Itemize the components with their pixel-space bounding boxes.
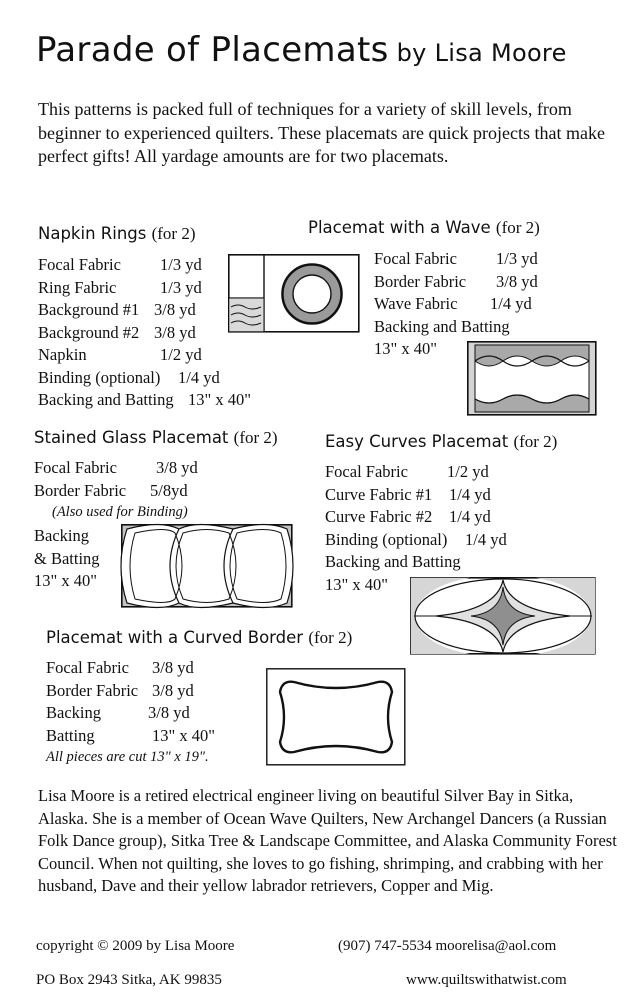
list-item: Border Fabric 3/8 yd — [46, 680, 194, 700]
binding-note: (Also used for Binding) — [52, 504, 188, 520]
list-item: Background #1 3/8 yd — [38, 300, 196, 319]
stained-glass-list — [34, 457, 254, 502]
list-item: Backing and Batting 13" x 40" — [38, 390, 251, 409]
wave-title — [308, 218, 540, 238]
list-item: Focal Fabric 1/3 yd — [374, 249, 538, 268]
page-title — [36, 30, 567, 70]
list-item: Border Fabric 5/8yd — [34, 480, 188, 500]
napkin-rings-diagram — [228, 254, 360, 334]
stained-glass-heading: Stained Glass Placemat — [34, 428, 229, 447]
list-item: Border Fabric 3/8 yd — [374, 271, 538, 291]
easy-curves-list — [325, 461, 555, 596]
list-item: Binding (optional) 1/4 yd — [38, 367, 220, 387]
intro-paragraph: This patterns is packed full of techniques for a variety of skill levels, from beginner to experienced quilters. These placemats are quick projects that make perfect gifts! All yardage amounts are for two placemats. — [38, 99, 605, 166]
list-item: Focal Fabric 1/3 yd — [38, 255, 202, 274]
list-item: Backing and Batting — [325, 552, 461, 571]
list-item: Focal Fabric 3/8 yd — [34, 458, 198, 477]
napkin-rings-heading: Napkin Rings — [38, 224, 147, 243]
list-item: Curve Fabric #1 1/4 yd — [325, 484, 491, 504]
list-item: Focal Fabric 1/2 yd — [325, 462, 489, 481]
stained-glass-note: (for 2) — [233, 428, 278, 447]
curved-border-title — [46, 628, 352, 648]
list-item: Wave Fabric 1/4 yd — [374, 294, 532, 313]
easy-curves-diagram — [410, 577, 596, 655]
wave-placemat-diagram — [467, 341, 597, 416]
curved-border-heading: Placemat with a Curved Border — [46, 628, 304, 647]
wave-heading: Placemat with a Wave — [308, 218, 491, 237]
easy-curves-heading: Easy Curves Placemat — [325, 432, 509, 451]
easy-curves-note: (for 2) — [513, 432, 558, 451]
list-item: Backing 3/8 yd — [46, 703, 190, 722]
easy-curves-title — [325, 432, 557, 452]
cut-size-note: All pieces are cut 13" x 19". — [46, 749, 209, 765]
contact-phone-email: (907) 747-5534 moorelisa@aol.com — [338, 938, 557, 954]
list-item: Focal Fabric 3/8 yd — [46, 658, 194, 677]
list-item: 13" x 40" — [325, 574, 388, 594]
list-item: Backing and Batting — [374, 316, 510, 336]
wave-note: (for 2) — [495, 218, 540, 237]
curved-border-note: (for 2) — [308, 628, 353, 647]
stained-glass-title — [34, 428, 278, 448]
curved-border-diagram — [266, 668, 406, 766]
stained-glass-diagram — [121, 524, 293, 608]
title-text: Parade of Placemats — [36, 30, 389, 70]
list-item: Ring Fabric 1/3 yd — [38, 277, 202, 297]
stained-glass-backing: Backing & Batting 13" x 40" — [34, 526, 100, 590]
list-item: Napkin 1/2 yd — [38, 345, 202, 364]
mailing-address: PO Box 2943 Sitka, AK 99835 — [36, 972, 222, 988]
author-bio: Lisa Moore is a retired electrical engineer living on beautiful Silver Bay in Sitka, Alaska. She is a member of Ocean Wave Quilters, New Archangel Dancers (a Russian Folk Dance group), Sitka Tree & Landscape Committee, and Alaska Community Forest Council. When not quilting, she loves to go fishing, shrimping, and crabbing with her husband, Dave and their yellow labrador retrievers, Copper and Mig. — [38, 786, 617, 896]
website-link: www.quiltswithatwist.com — [406, 972, 567, 988]
list-item: Binding (optional) 1/4 yd — [325, 529, 507, 549]
list-item: Background #2 3/8 yd — [38, 322, 196, 342]
copyright: copyright © 2009 by Lisa Moore — [36, 938, 235, 954]
list-item: 13" x 40" — [374, 339, 437, 358]
list-item: Batting 13" x 40" — [46, 725, 215, 745]
napkin-rings-note: (for 2) — [151, 224, 196, 243]
byline: by Lisa Moore — [396, 39, 567, 67]
napkin-rings-title — [38, 224, 196, 244]
list-item: Curve Fabric #2 1/4 yd — [325, 507, 491, 526]
curved-border-list — [46, 657, 256, 747]
